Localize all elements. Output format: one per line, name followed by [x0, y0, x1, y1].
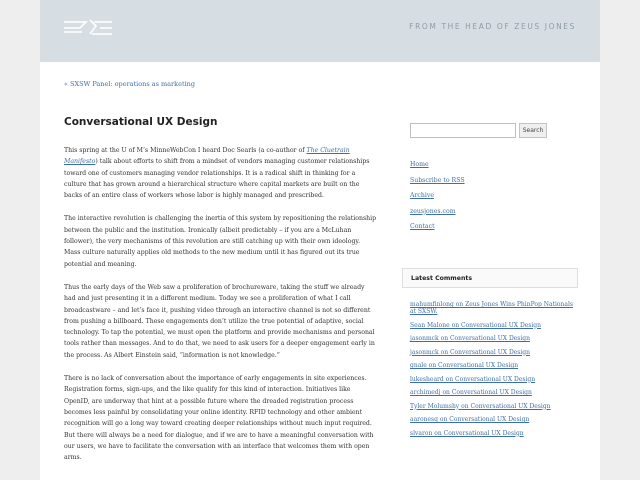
search-input[interactable] [410, 123, 516, 138]
sidebar-item-home [410, 151, 465, 167]
comment-link[interactable]: jasonmck on Conversational UX Design [410, 335, 531, 342]
search-button[interactable]: Search [519, 123, 547, 138]
sidebar-item-contact [410, 213, 465, 229]
paragraph-text: ) talk about efforts to shift from a mindset of vendors managing customer relationships toward one of customers managing vendor relationships. It is a radical shift in thinking for a culture that has grown around a hierarchical structure where capital markets are built on the backs of an entire class of workers whose labor is highly managed and prescribed. [64, 158, 370, 200]
cluetrain-manifesto-link[interactable]: The Cluetrain Manifesto [64, 147, 350, 166]
comment-link[interactable]: mahumfinlong on Zeus Jones Wins PhinPop Nationals at SXSW. [410, 301, 573, 315]
latest-comments-header [402, 268, 578, 288]
archive-link[interactable]: Archive [410, 192, 435, 199]
sidebar-item-site [410, 198, 465, 214]
site-header [40, 0, 600, 62]
latest-comments-title: Latest Comments [411, 275, 472, 282]
sidebar-item-archive [410, 182, 465, 198]
comment-link[interactable]: lukesheard on Conversational UX Design [410, 375, 536, 383]
home-link[interactable]: Home [410, 161, 429, 168]
comment-link[interactable]: aaronesq on Conversational UX Design [410, 416, 530, 423]
page-container [40, 0, 600, 480]
sidebar-nav [410, 151, 465, 229]
comment-link[interactable]: Sean Malone on Conversational UX Design [410, 321, 542, 329]
post-paragraph-3: Thus the early days of the Web saw a proliferation of brochureware, taking the stuff we already had and just presenting it in a different medium. Today we see a proliferation of what I call broadcastware – and let’s face it, pushing video through an interactive channel is not so different from pushing a billboard. These engagements don’t utilize the true potential of adaptive, social technology. To tap the potential, we must open the platform and provide mechanisms and personal tools rather than messages. And to do that, we need to ask users for a deeper engagement early in the process. As Albert Einstein said, “information is not knowledge.” [64, 283, 375, 359]
subscribe-rss-link[interactable]: Subscribe to RSS [410, 176, 465, 184]
comment-link[interactable]: gnale on Conversational UX Design [410, 362, 519, 369]
post-title: Conversational UX Design [64, 116, 218, 128]
post-body [64, 145, 378, 475]
previous-post-link[interactable]: « SXSW Panel: operations as marketing [64, 80, 195, 88]
comment-link[interactable]: jasonmck on Conversational UX Design [410, 348, 531, 356]
contact-link[interactable]: Contact [410, 223, 435, 230]
sidebar-item-rss [410, 167, 465, 183]
comment-link[interactable]: Tyler Molumshy on Conversational UX Design [410, 402, 551, 410]
post-paragraph-2: The interactive revolution is challenging the inertia of this system by repositioning the relationship between the public and the institution. Ironically (albeit predictably – if you are a McLuhan follower), the very mechanisms of this revolution are still catching up with their own ideology. Mass culture naturally applies old methods to the new medium until it has figured out its true potential and meaning. [64, 215, 377, 268]
paragraph-text: This spring at the U of M’s MinneWebCon I heard Doc Searls (a co-author of [64, 147, 307, 154]
post-paragraph-4: There is no lack of conversation about the importance of early engagements in site experiences. Registration forms, sign-ups, and the like qualify for this kind of interaction. Initiatives like OpenID, are underway that hint at a possible future where the dreaded registration process becomes less painful by consolidating your online identity. RFID technology and other ambient recognition will go a long way toward creating deeper relationships without much input required. But there will always be a need for dialogue, and if we are to have a meaningful conversation with our users, we have to facilitate the conversation with an interface that welcomes them with open arms. [64, 375, 374, 462]
comment-link[interactable]: archimedj on Conversational UX Design [410, 389, 532, 396]
latest-comments-list [410, 301, 580, 443]
comment-link[interactable]: slvaron on Conversational UX Design [410, 429, 524, 437]
winged-logo-icon[interactable] [62, 14, 114, 40]
zeusjones-link[interactable]: zeusjones.com [410, 207, 456, 215]
post-paragraph-1 [64, 145, 378, 201]
site-tagline: FROM THE HEAD OF ZEUS JONES [409, 22, 576, 31]
